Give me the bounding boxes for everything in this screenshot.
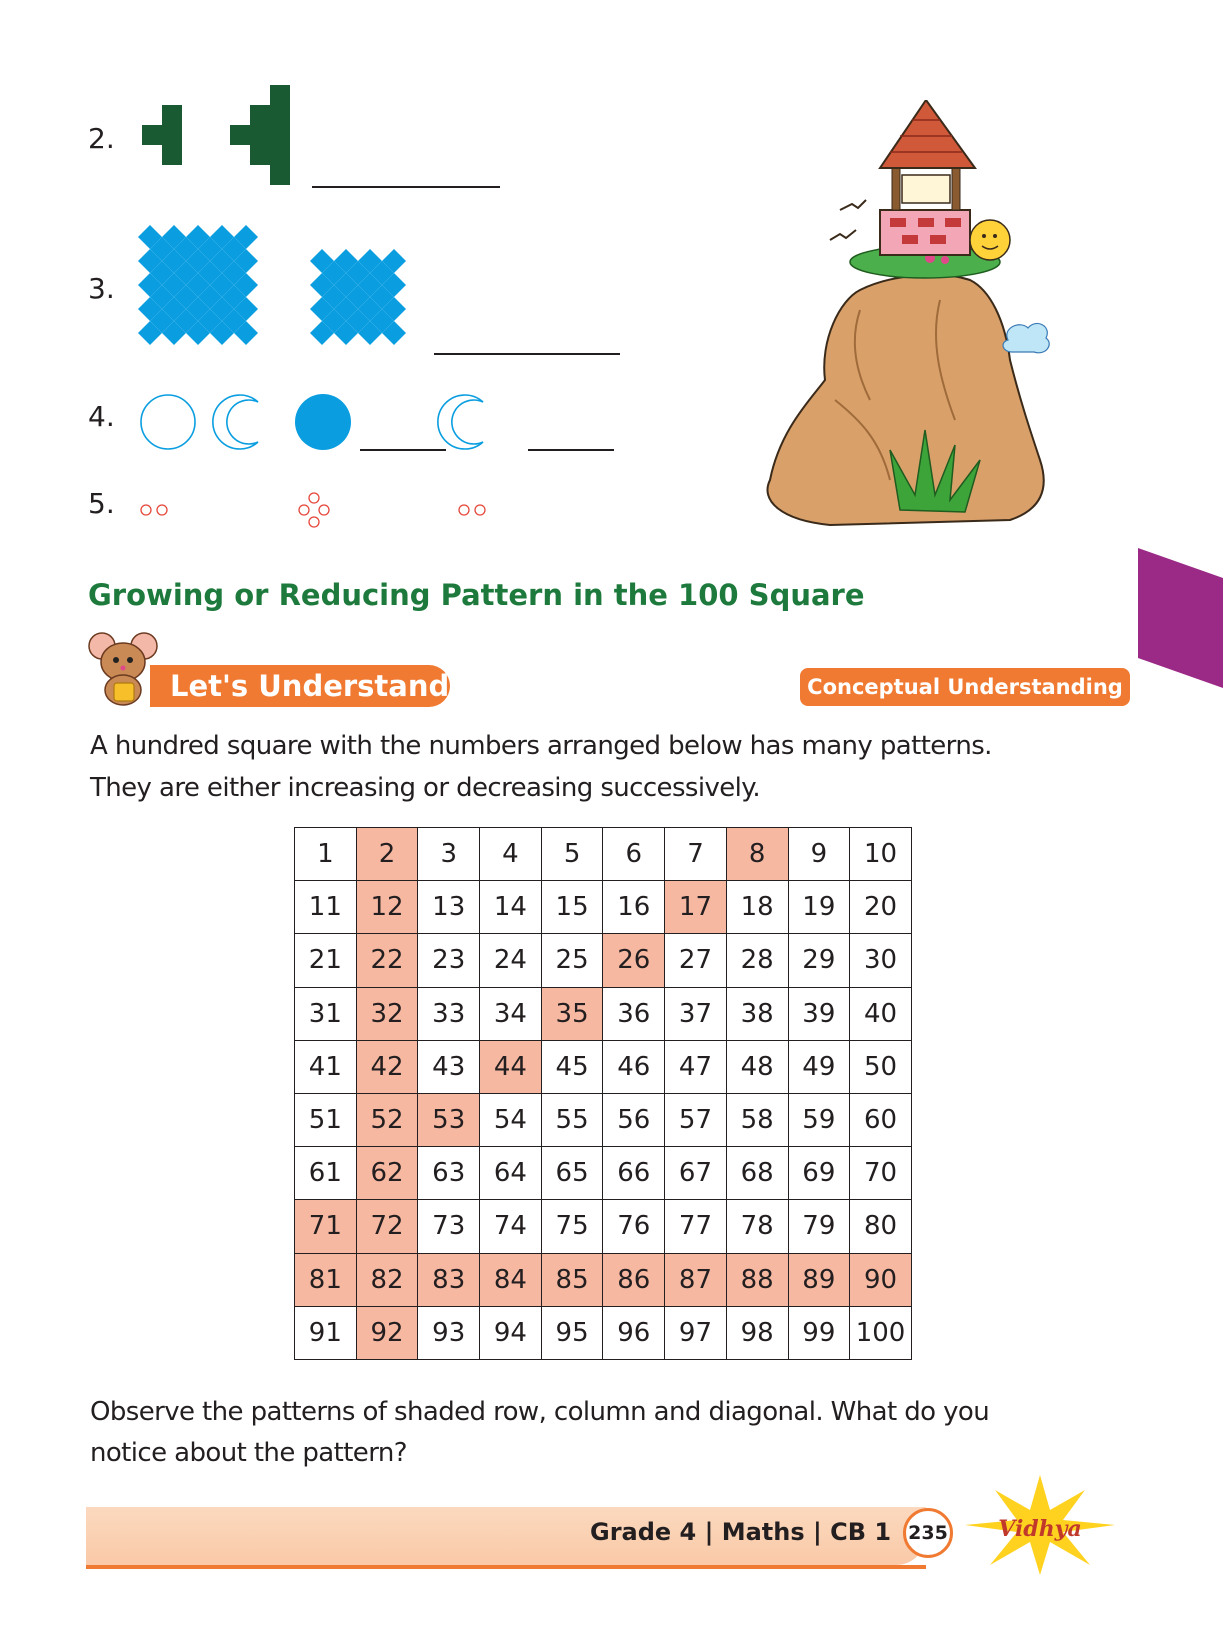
grid-cell: 4 bbox=[480, 828, 542, 881]
grid-cell: 31 bbox=[295, 987, 357, 1040]
grid-cell: 80 bbox=[850, 1200, 912, 1253]
grid-cell: 36 bbox=[603, 987, 665, 1040]
grid-cell: 27 bbox=[665, 934, 727, 987]
grid-cell: 45 bbox=[541, 1040, 603, 1093]
grid-cell: 71 bbox=[295, 1200, 357, 1253]
grid-cell: 89 bbox=[788, 1253, 850, 1306]
question-line-2: notice about the pattern? bbox=[90, 1438, 407, 1468]
vidhya-logo-text: Vidhya bbox=[998, 1516, 1082, 1542]
grid-cell: 97 bbox=[665, 1306, 727, 1359]
grid-cell: 95 bbox=[541, 1306, 603, 1359]
grid-cell: 10 bbox=[850, 828, 912, 881]
grid-cell: 9 bbox=[788, 828, 850, 881]
grid-cell: 83 bbox=[418, 1253, 480, 1306]
grid-cell: 33 bbox=[418, 987, 480, 1040]
grid-cell: 66 bbox=[603, 1147, 665, 1200]
grid-cell: 22 bbox=[356, 934, 418, 987]
grid-row bbox=[295, 1147, 912, 1200]
grid-row bbox=[295, 1093, 912, 1146]
footer-grade-subject: Grade 4 | Maths | CB 1 bbox=[590, 1518, 892, 1546]
grid-cell: 16 bbox=[603, 881, 665, 934]
grid-cell: 48 bbox=[726, 1040, 788, 1093]
grid-row bbox=[295, 987, 912, 1040]
grid-cell: 52 bbox=[356, 1093, 418, 1146]
grid-cell: 38 bbox=[726, 987, 788, 1040]
grid-cell: 40 bbox=[850, 987, 912, 1040]
grid-cell: 79 bbox=[788, 1200, 850, 1253]
grid-cell: 2 bbox=[356, 828, 418, 881]
grid-cell: 87 bbox=[665, 1253, 727, 1306]
vidhya-logo bbox=[955, 1470, 1125, 1580]
grid-cell: 81 bbox=[295, 1253, 357, 1306]
answer-blank-3[interactable] bbox=[434, 353, 620, 355]
grid-cell: 18 bbox=[726, 881, 788, 934]
grid-cell: 25 bbox=[541, 934, 603, 987]
intro-line-2: They are either increasing or decreasing successively. bbox=[90, 773, 761, 803]
moon-phase-pattern-figure bbox=[138, 390, 518, 455]
answer-blank-4a[interactable] bbox=[360, 449, 446, 451]
grid-row bbox=[295, 1040, 912, 1093]
grid-cell: 13 bbox=[418, 881, 480, 934]
grid-cell: 41 bbox=[295, 1040, 357, 1093]
grid-cell: 64 bbox=[480, 1147, 542, 1200]
grid-cell: 63 bbox=[418, 1147, 480, 1200]
grid-cell: 60 bbox=[850, 1093, 912, 1146]
grid-cell: 59 bbox=[788, 1093, 850, 1146]
grid-row bbox=[295, 828, 912, 881]
grid-cell: 67 bbox=[665, 1147, 727, 1200]
question-number-2: 2. bbox=[88, 122, 115, 155]
conceptual-understanding-badge: Conceptual Understanding bbox=[800, 668, 1130, 706]
grid-cell: 78 bbox=[726, 1200, 788, 1253]
grid-cell: 11 bbox=[295, 881, 357, 934]
grid-cell: 93 bbox=[418, 1306, 480, 1359]
answer-blank-4b[interactable] bbox=[528, 449, 614, 451]
grid-cell: 54 bbox=[480, 1093, 542, 1146]
grid-cell: 12 bbox=[356, 881, 418, 934]
grid-cell: 96 bbox=[603, 1306, 665, 1359]
grid-cell: 17 bbox=[665, 881, 727, 934]
grid-cell: 84 bbox=[480, 1253, 542, 1306]
grid-cell: 74 bbox=[480, 1200, 542, 1253]
grid-cell: 26 bbox=[603, 934, 665, 987]
grid-cell: 32 bbox=[356, 987, 418, 1040]
grid-cell: 88 bbox=[726, 1253, 788, 1306]
grid-cell: 42 bbox=[356, 1040, 418, 1093]
grid-cell: 34 bbox=[480, 987, 542, 1040]
grid-cell: 24 bbox=[480, 934, 542, 987]
grid-cell: 39 bbox=[788, 987, 850, 1040]
grid-cell: 44 bbox=[480, 1040, 542, 1093]
green-block-pattern-figure bbox=[140, 85, 300, 190]
grid-cell: 47 bbox=[665, 1040, 727, 1093]
grid-cell: 70 bbox=[850, 1147, 912, 1200]
grid-cell: 86 bbox=[603, 1253, 665, 1306]
grid-cell: 61 bbox=[295, 1147, 357, 1200]
grid-cell: 5 bbox=[541, 828, 603, 881]
grid-cell: 7 bbox=[665, 828, 727, 881]
grid-cell: 49 bbox=[788, 1040, 850, 1093]
purple-side-tab bbox=[1138, 548, 1223, 688]
grid-cell: 76 bbox=[603, 1200, 665, 1253]
question-number-3: 3. bbox=[88, 272, 115, 305]
grid-cell: 43 bbox=[418, 1040, 480, 1093]
grid-cell: 98 bbox=[726, 1306, 788, 1359]
question-number-5: 5. bbox=[88, 487, 115, 520]
lets-understand-label: Let's Understand bbox=[150, 665, 450, 707]
grid-cell: 100 bbox=[850, 1306, 912, 1359]
grid-cell: 29 bbox=[788, 934, 850, 987]
grid-cell: 91 bbox=[295, 1306, 357, 1359]
question-line-1: Observe the patterns of shaded row, column and diagonal. What do you bbox=[90, 1397, 990, 1427]
grid-row bbox=[295, 934, 912, 987]
answer-blank-2[interactable] bbox=[312, 186, 500, 188]
grid-cell: 23 bbox=[418, 934, 480, 987]
grid-cell: 72 bbox=[356, 1200, 418, 1253]
blue-diamond-pattern-figure bbox=[138, 225, 418, 355]
grid-cell: 69 bbox=[788, 1147, 850, 1200]
grid-row bbox=[295, 1200, 912, 1253]
grid-cell: 57 bbox=[665, 1093, 727, 1146]
grid-cell: 6 bbox=[603, 828, 665, 881]
grid-cell: 58 bbox=[726, 1093, 788, 1146]
grid-cell: 56 bbox=[603, 1093, 665, 1146]
grid-cell: 77 bbox=[665, 1200, 727, 1253]
grid-cell: 62 bbox=[356, 1147, 418, 1200]
grid-cell: 55 bbox=[541, 1093, 603, 1146]
grid-cell: 85 bbox=[541, 1253, 603, 1306]
grid-cell: 30 bbox=[850, 934, 912, 987]
small-circle-pattern-figure bbox=[138, 490, 498, 530]
grid-cell: 14 bbox=[480, 881, 542, 934]
grid-cell: 73 bbox=[418, 1200, 480, 1253]
grid-cell: 1 bbox=[295, 828, 357, 881]
grid-cell: 21 bbox=[295, 934, 357, 987]
hundred-square-grid bbox=[294, 827, 912, 1360]
grid-cell: 53 bbox=[418, 1093, 480, 1146]
grid-row bbox=[295, 881, 912, 934]
page-number: 235 bbox=[903, 1508, 953, 1558]
grid-cell: 50 bbox=[850, 1040, 912, 1093]
grid-cell: 8 bbox=[726, 828, 788, 881]
grid-cell: 19 bbox=[788, 881, 850, 934]
grid-cell: 37 bbox=[665, 987, 727, 1040]
grid-cell: 90 bbox=[850, 1253, 912, 1306]
footer-accent-line bbox=[86, 1565, 926, 1569]
grid-cell: 28 bbox=[726, 934, 788, 987]
grid-cell: 92 bbox=[356, 1306, 418, 1359]
grid-cell: 65 bbox=[541, 1147, 603, 1200]
grid-cell: 94 bbox=[480, 1306, 542, 1359]
grid-row bbox=[295, 1306, 912, 1359]
grid-row bbox=[295, 1253, 912, 1306]
grid-cell: 99 bbox=[788, 1306, 850, 1359]
grid-cell: 75 bbox=[541, 1200, 603, 1253]
grid-cell: 3 bbox=[418, 828, 480, 881]
grid-cell: 35 bbox=[541, 987, 603, 1040]
grid-cell: 20 bbox=[850, 881, 912, 934]
grid-cell: 82 bbox=[356, 1253, 418, 1306]
tower-on-rock-illustration bbox=[740, 100, 1060, 530]
grid-cell: 15 bbox=[541, 881, 603, 934]
question-number-4: 4. bbox=[88, 400, 115, 433]
grid-cell: 46 bbox=[603, 1040, 665, 1093]
intro-line-1: A hundred square with the numbers arranged below has many patterns. bbox=[90, 731, 992, 761]
section-title: Growing or Reducing Pattern in the 100 Square bbox=[88, 578, 865, 612]
grid-cell: 51 bbox=[295, 1093, 357, 1146]
grid-cell: 68 bbox=[726, 1147, 788, 1200]
